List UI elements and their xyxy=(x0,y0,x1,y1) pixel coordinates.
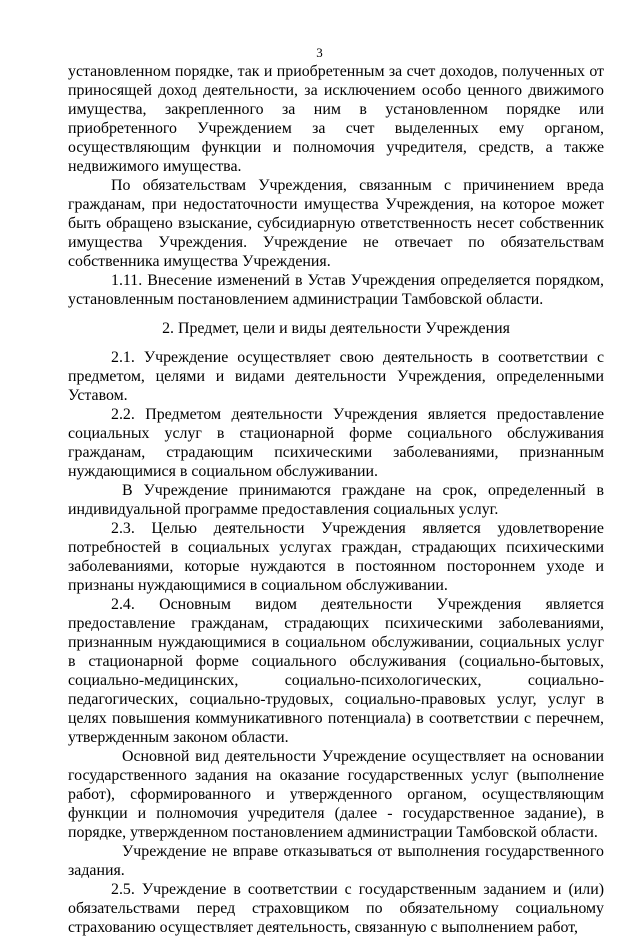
paragraph-liability: По обязательствам Учреждения, связанным с причинением вреда гражданам, при недостаточности имущества Учреждения, на которое может быть обращено взыскание, субсидиарную ответственность несет собственник имущества Учреждения. Учреждение не отвечает по обязательствам собственника имущества Учреждения. xyxy=(68,177,604,270)
section-heading-2: 2. Предмет, цели и виды деятельности Учреждения xyxy=(162,320,510,337)
paragraph-state-assignment: Основной вид деятельности Учреждение осуществляет на основании государственного задания на оказание государственных услуг (выполнение работ), сформированного и утвержденного органом, осуществляющим функции и полномочия учредителя (далее - государственное задание), в порядке, утвержденном постановлением администрации Тамбовской области. xyxy=(68,748,604,841)
page-number: 3 xyxy=(316,45,323,60)
paragraph-property-continuation: установленном порядке, так и приобретенным за счет доходов, полученных от приносящей доход деятельности, за исключением особо ценного движимого имущества, закрепленного за ним в установленном порядке или приобретенного Учреждением за счет выделенных ему органом, осуществляющим функции и полномочия учредителя, средств, а также недвижимого имущества. xyxy=(68,63,604,175)
paragraph-2-3: 2.3. Целью деятельности Учреждения является удовлетворение потребностей в социальных услугах граждан, страдающих психическими заболеваниями, которые нуждаются в постоянном постороннем уходе и признаны нуждающимися в социальном обслуживании. xyxy=(68,520,604,594)
paragraph-2-4: 2.4. Основным видом деятельности Учреждения является предоставление гражданам, страдающих психическими заболеваниями, признанным нуждающимися в социальном обслуживании, социальных услуг в стационарной форме социального обслуживания (социально-бытовых, социально-медицинских, социально-психологических, социально-педагогических, социально-трудовых, социально-правовых услуг, услуг в целях повышения коммуникативного потенциала) в соответствии с перечнем, утвержденным законом области. xyxy=(68,596,604,746)
paragraph-2-2: 2.2. Предметом деятельности Учреждения является предоставление социальных услуг в стационарной форме социального обслуживания гражданам, страдающим психическими заболеваниями, признанным нуждающимися в социальном обслуживании. xyxy=(68,406,604,480)
document-body xyxy=(68,62,604,937)
paragraph-admission: В Учреждение принимаются граждане на срок, определенный в индивидуальной программе предоставления социальных услуг. xyxy=(68,482,604,518)
paragraph-2-1: 2.1. Учреждение осуществляет свою деятельность в соответствии с предметом, целями и видами деятельности Учреждения, определенными Уставом. xyxy=(68,349,604,404)
paragraph-2-5: 2.5. Учреждение в соответствии с государственным заданием и (или) обязательствами перед страховщиком по обязательному социальному страхованию осуществляет деятельность, связанную с выполнением работ, xyxy=(68,881,604,936)
paragraph-refusal: Учреждение не вправе отказываться от выполнения государственного задания. xyxy=(68,843,604,879)
paragraph-1-11: 1.11. Внесение изменений в Устав Учреждения определяется порядком, установленным постановлением администрации Тамбовской области. xyxy=(68,272,604,308)
